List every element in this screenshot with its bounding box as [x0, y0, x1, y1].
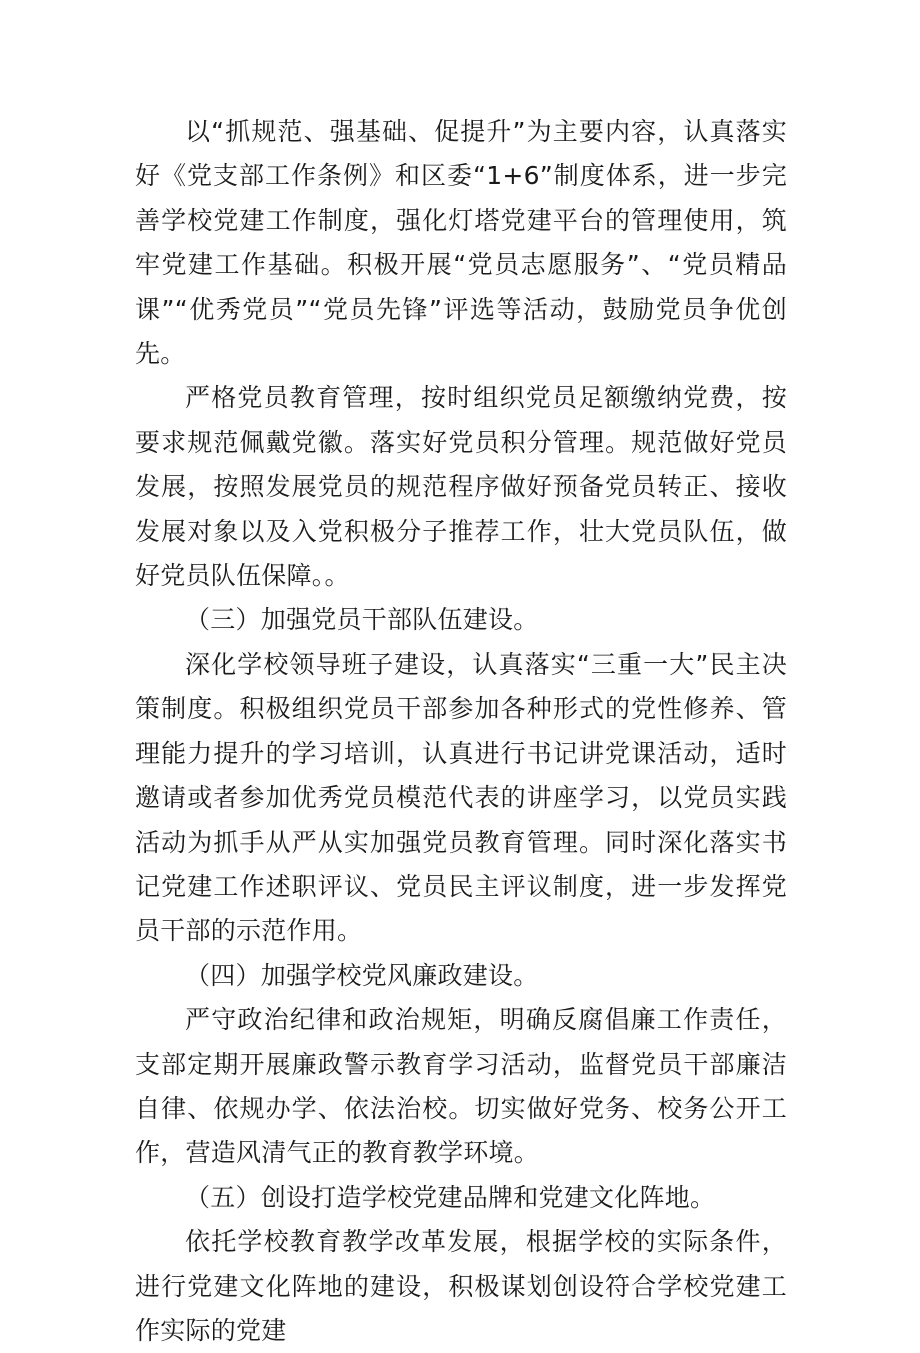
paragraph-member-management: 严格党员教育管理，按时组织党员足额缴纳党费，按要求规范佩戴党徽。落实好党员积分管理。规范做好党员发展，按照发展党员的规范程序做好预备党员转正、接收发展对象以及入党积极分子推荐工作，壮大党员队伍，做好党员队伍保障。。 — [135, 383, 787, 591]
section-heading-integrity: （四）加强学校党风廉政建设。 — [185, 960, 539, 990]
paragraph-discipline: 严守政治纪律和政治规矩，明确反腐倡廉工作责任，支部定期开展廉政警示教育学习活动，监督党员干部廉洁自律、依规办学、依法治校。切实做好党务、校务公开工作，营造风清气正的教育教学环境。 — [135, 1005, 787, 1168]
paragraph-leadership-building: 深化学校领导班子建设，认真落实“三重一大”民主决策制度。积极组织党员干部参加各种形式的党性修养、管理能力提升的学习培训，认真进行书记讲党课活动，适时邀请或者参加优秀党员模范代表的讲座学习，以党员实践活动为抓手从严从实加强党员教育管理。同时深化落实书记党建工作述职评议、党员民主评议制度，进一步发挥党员干部的示范作用。 — [135, 649, 787, 946]
paragraph-standardization: 以“抓规范、强基础、促提升”为主要内容，认真落实好《党支部工作条例》和区委“1+6”制度体系，进一步完善学校党建工作制度，强化灯塔党建平台的管理使用，筑牢党建工作基础。积极开展“党员志愿服务”、“党员精品课”“优秀党员”“党员先锋”评选等活动，鼓励党员争优创先。 — [135, 117, 787, 369]
section-heading-cadre-building: （三）加强党员干部队伍建设。 — [185, 605, 539, 635]
section-heading-brand-building: （五）创设打造学校党建品牌和党建文化阵地。 — [185, 1182, 716, 1212]
document-body — [135, 110, 787, 1353]
paragraph-culture-position: 依托学校教育教学改革发展，根据学校的实际条件，进行党建文化阵地的建设，积极谋划创设符合学校党建工作实际的党建 — [135, 1227, 787, 1345]
